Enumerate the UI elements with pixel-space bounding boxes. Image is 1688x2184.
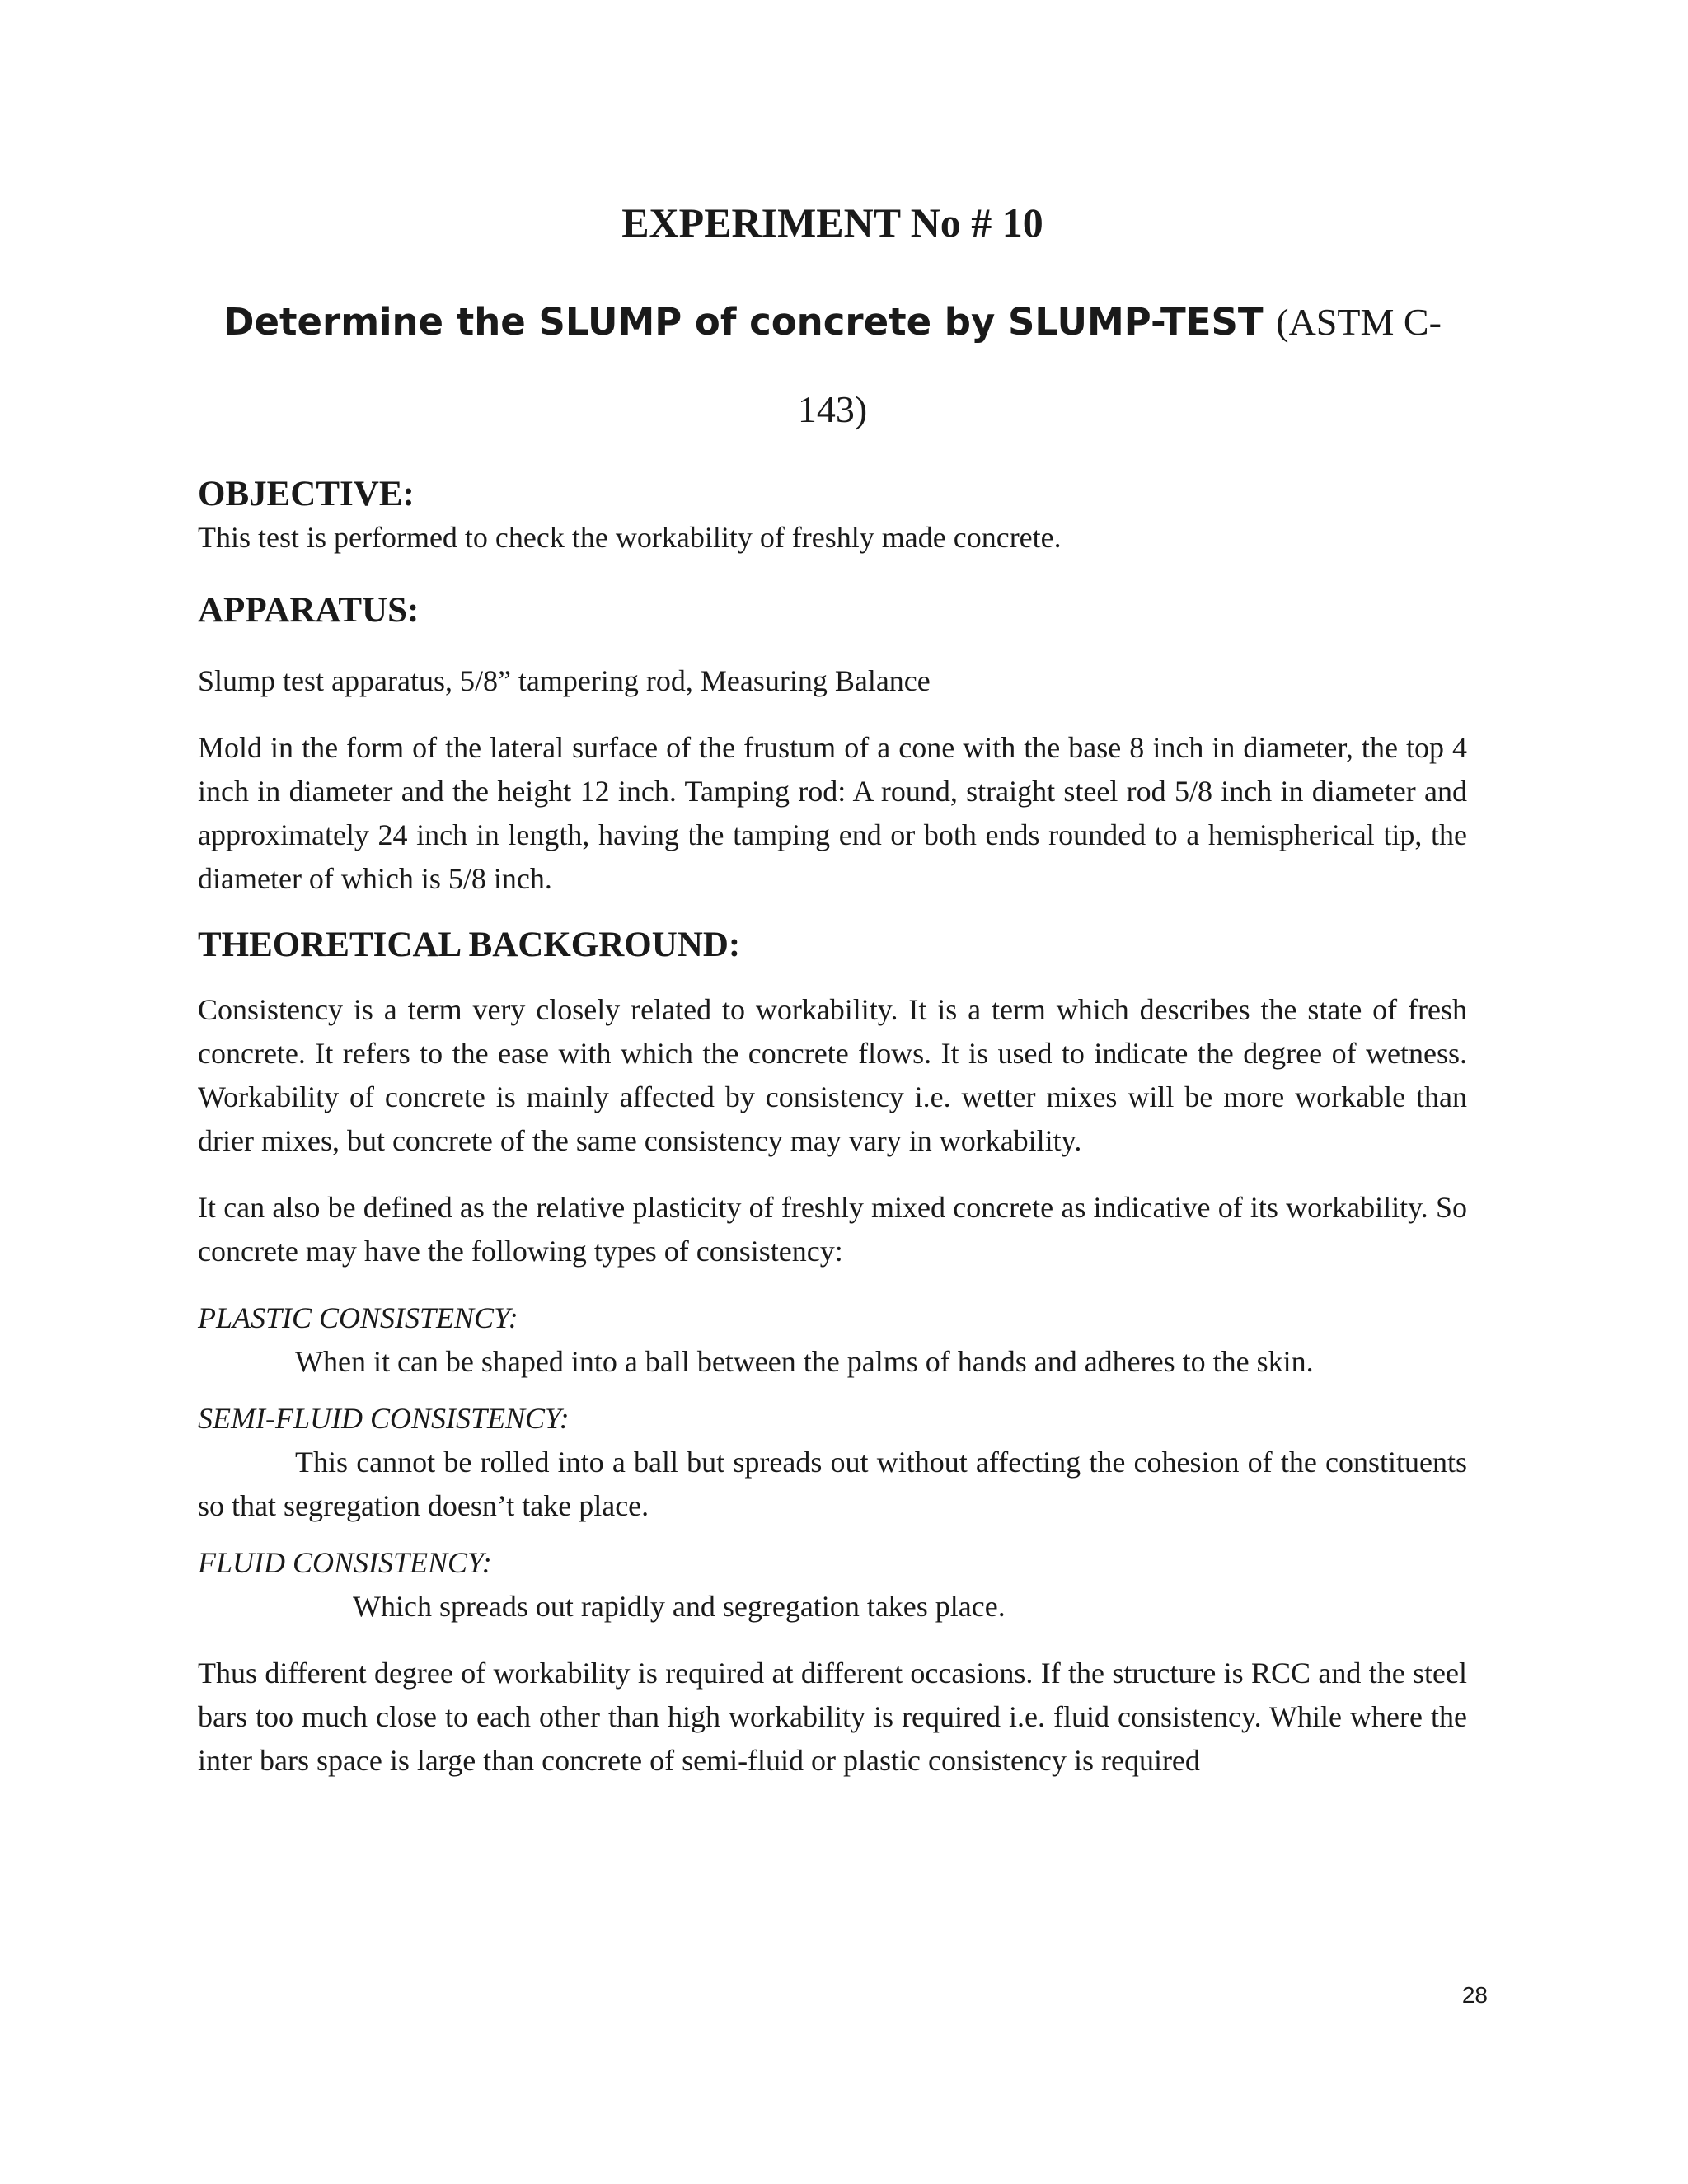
theory-paragraph-1: Consistency is a term very closely related to workability. It is a term which describes the state of fresh concrete. It refers to the ease with which the concrete flows. It is used to indicate the degree of wetness. Workability of concrete is mainly affected by consistency i.e. wetter mixes will be more workable than drier mixes, but concrete of the same consistency may vary in workability. (198, 992, 1467, 1157)
subtitle-main: Determine the SLUMP of concrete by SLUMP-TEST (223, 300, 1264, 344)
objective-text: This test is performed to check the workability of freshly made concrete. (198, 520, 1062, 554)
experiment-subtitle (198, 279, 1467, 453)
apparatus-list: Slump test apparatus, 5/8” tampering rod, Measuring Balance (198, 664, 931, 698)
semifluid-consistency-heading: SEMI-FLUID CONSISTENCY: (198, 1401, 570, 1435)
experiment-title: EXPERIMENT No # 10 (621, 199, 1043, 246)
page-content (198, 198, 1467, 1783)
plastic-consistency-text: When it can be shaped into a ball between the palms of hands and adheres to the skin. (295, 1344, 1314, 1378)
apparatus-heading: APPARATUS: (198, 590, 420, 630)
theory-paragraph-3: Thus different degree of workability is required at different occasions. If the structure is RCC and the steel bars too much close to each other than high workability is required i.e. fluid consistency. While where the inter bars space is large than concrete of semi-fluid or plastic consistency is required (198, 1656, 1467, 1777)
subtitle-reference: (ASTM C-143) (797, 301, 1442, 430)
apparatus-description: Mold in the form of the lateral surface of the frustum of a cone with the base 8 inch in diameter, the top 4 inch in diameter and the height 12 inch. Tamping rod: A round, straight steel rod 5/8 inch in diameter and approximately 24 inch in length, having the tamping end or both ends rounded to a hemispherical tip, the diameter of which is 5/8 inch. (198, 731, 1467, 896)
theory-heading: THEORETICAL BACKGROUND: (198, 926, 741, 965)
theory-paragraph-2: It can also be defined as the relative plasticity of freshly mixed concrete as indicative of its workability. So concrete may have the following types of consistency: (198, 1190, 1467, 1268)
page-number: 28 (1461, 1982, 1488, 2008)
plastic-consistency-heading: PLASTIC CONSISTENCY: (198, 1301, 518, 1334)
fluid-consistency-heading: FLUID CONSISTENCY: (198, 1545, 492, 1579)
fluid-consistency-text: Which spreads out rapidly and segregation takes place. (353, 1589, 1006, 1623)
semifluid-consistency-text: This cannot be rolled into a ball but spreads out without affecting the cohesion of the constituents so that segregation doesn’t take place. (198, 1445, 1467, 1522)
objective-heading: OBJECTIVE: (198, 475, 415, 513)
